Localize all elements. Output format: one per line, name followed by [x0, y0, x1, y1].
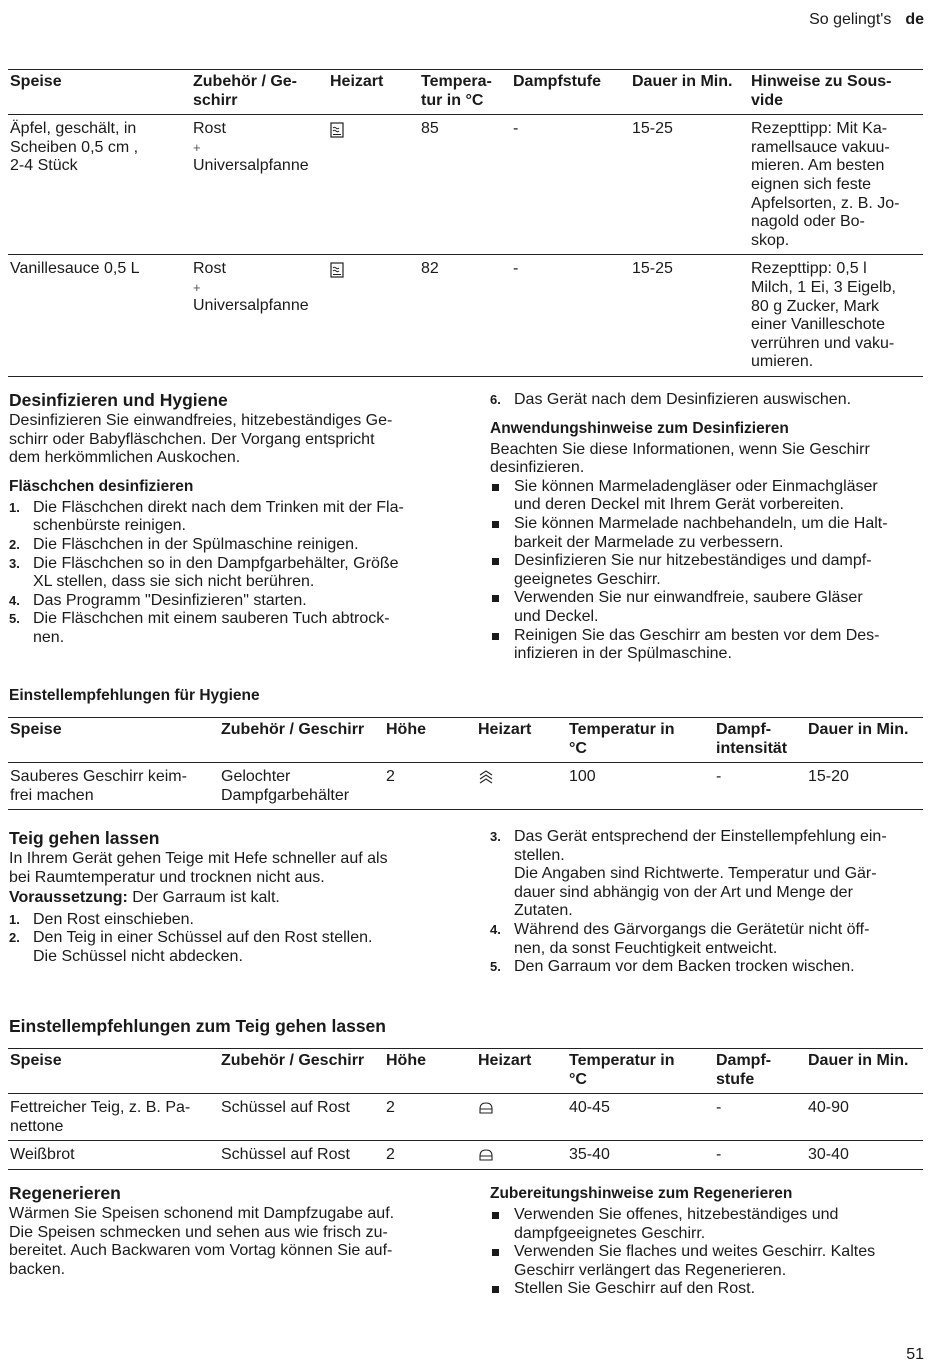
table-header-row: [8, 1049, 923, 1094]
section-intro: Wärmen Sie Speisen schonend mit Dampfzugabe auf. Die Speisen schmecken und sehen aus wie frisch zu- bereitet. Auch Backwaren vom Vortag können Sie auf- backen.: [9, 1205, 395, 1278]
col-dauer: Dauer in Min.: [808, 721, 909, 738]
col-heizart: Heizart: [478, 1052, 532, 1069]
cell-dampf: -: [716, 1146, 722, 1164]
cell-dauer: 40-90: [808, 1099, 849, 1117]
list-item: Reinigen Sie das Geschirr am besten vor dem Des- infizieren in der Spülmaschine.: [490, 627, 925, 664]
cell-heizart: [328, 115, 419, 255]
list-item: 6. Das Gerät nach dem Desinfizieren auswischen.: [490, 391, 852, 408]
steam-icon: [478, 770, 494, 784]
list-item: Verwenden Sie offenes, hitzebeständiges und dampfgeeignetes Geschirr.: [490, 1206, 925, 1243]
col-dampf: Dampf- stufe: [716, 1052, 772, 1088]
list-item: Verwenden Sie nur einwandfreie, saubere Gläser und Deckel.: [490, 589, 925, 626]
list-item: 4. Das Programm "Desinfizieren" starten.: [9, 591, 307, 609]
cell-temp: 85: [421, 120, 439, 138]
cell-hoehe: 2: [386, 1099, 395, 1117]
dough-proving-icon: [478, 1148, 494, 1162]
list-item: 5. Die Fläschchen mit einem sauberen Tuch abtrock- nen.: [9, 610, 390, 646]
cell-dampf: -: [716, 1099, 722, 1117]
list-item: 1. Die Fläschchen direkt nach dem Trinken mit der Fla- schenbürste reinigen.: [9, 498, 404, 535]
zubehoer-rost: Rost: [193, 260, 226, 278]
teig-section: [9, 828, 449, 967]
list-item: Sie können Marmeladengläser oder Einmachgläser und deren Deckel mit Ihrem Gerät vorbereiten.: [490, 478, 925, 515]
regenerieren-section: [9, 1183, 449, 1279]
cell-zubehoer: Gelochter Dampfgarbehälter: [221, 768, 350, 804]
teig-table: [8, 1048, 923, 1170]
cell-temp: 35-40: [569, 1146, 610, 1164]
sous-vide-icon: [330, 122, 344, 138]
voraussetzung: [9, 889, 449, 908]
table-row: [8, 255, 923, 377]
col-speise: Speise: [10, 721, 62, 738]
cell-heizart: [328, 255, 419, 377]
zubehoer-pfanne: Universalpfanne: [193, 296, 309, 314]
desinfizieren-section: [9, 390, 449, 648]
list-item: 4. Während des Gärvorgangs die Gerätetür nicht öff- nen, da sonst Feuchtigkeit entweicht.: [490, 920, 870, 957]
col-hoehe: Höhe: [386, 1052, 426, 1069]
table-title: Einstellempfehlungen zum Teig gehen lassen: [9, 1016, 386, 1036]
hinweise-intro: Beachten Sie diese Informationen, wenn Sie Geschirr desinfizieren.: [490, 440, 870, 477]
cell-temp: 40-45: [569, 1099, 610, 1117]
list-item: 3. Die Fläschchen so in den Dampfgarbehälter, Größe XL stellen, dass sie sich nicht berühren.: [9, 554, 399, 591]
desinfizieren-right: [490, 391, 925, 664]
table-row: [8, 763, 923, 810]
list-item: 5. Den Garraum vor dem Backen trocken wischen.: [490, 958, 855, 976]
page-number: 51: [906, 1346, 924, 1364]
cell-heizart: [476, 763, 567, 810]
table-header-row: [8, 70, 923, 115]
col-dauer: Dauer in Min.: [632, 73, 733, 90]
cell-dampf: -: [513, 120, 519, 138]
col-zubehoer: Zubehör / Ge- schirr: [193, 73, 297, 109]
page-header: [809, 11, 924, 30]
table-title: Einstellempfehlungen für Hygiene: [9, 687, 260, 704]
col-temperatur: Temperatur in °C: [569, 1052, 675, 1088]
voraussetzung-label: Voraussetzung:: [9, 889, 128, 907]
col-speise: Speise: [10, 73, 62, 90]
zubehoer-rost: Rost: [193, 120, 226, 138]
cell-hinweise: Rezepttipp: Mit Ka- ramellsauce vakuu- mieren. Am besten eignen sich feste Apfelsorten, z. B. Jo- nagold oder Bo- skop.: [751, 120, 900, 249]
steps-list: [490, 828, 925, 977]
hinweise-list: [490, 478, 925, 664]
col-heizart: Heizart: [478, 721, 532, 738]
col-heizart: Heizart: [330, 73, 384, 90]
list-item: 1. Den Rost einschieben.: [9, 910, 194, 928]
table-row: [8, 115, 923, 255]
col-temperatur: Temperatur in °C: [569, 721, 675, 757]
cell-dauer: 15-20: [808, 768, 849, 786]
cell-speise: Weißbrot: [10, 1146, 75, 1164]
steps-list: [9, 911, 449, 967]
sous-vide-icon: [330, 262, 344, 278]
voraussetzung-text: Der Garraum ist kalt.: [127, 889, 280, 907]
cell-zubehoer: Schüssel auf Rost: [221, 1146, 350, 1164]
cell-temp: 100: [569, 768, 596, 786]
col-dampf: Dampf- intensität: [716, 721, 788, 757]
col-zubehoer: Zubehör / Geschirr: [221, 1052, 365, 1069]
hinweise-list: [490, 1206, 925, 1299]
cell-speise: Sauberes Geschirr keim- frei machen: [10, 768, 187, 804]
col-hinweise: Hinweise zu Sous- vide: [751, 73, 892, 109]
cell-heizart: [476, 1141, 567, 1170]
teig-right: [490, 828, 925, 977]
col-hoehe: Höhe: [386, 721, 426, 738]
subsection-title: Zubereitungshinweise zum Regenerieren: [490, 1185, 793, 1202]
cell-hoehe: 2: [386, 1146, 395, 1164]
header-section: So gelingt's: [809, 11, 892, 28]
list-item: Desinfizieren Sie nur hitzebeständiges und dampf- geeignetes Geschirr.: [490, 552, 925, 589]
cell-dauer: 30-40: [808, 1146, 849, 1164]
plus-sign: +: [193, 279, 201, 295]
subsection-title: Fläschchen desinfizieren: [9, 477, 194, 495]
list-item: Sie können Marmelade nachbehandeln, um die Halt- barkeit der Marmelade zu verbessern.: [490, 515, 925, 552]
cell-hoehe: 2: [386, 768, 395, 786]
col-speise: Speise: [10, 1052, 62, 1069]
table-row: [8, 1141, 923, 1170]
section-intro: Desinfizieren Sie einwandfreies, hitzebeständiges Ge- schirr oder Babyfläschchen. Der Vorgang entspricht dem herkömmlichen Auskochen.: [9, 412, 393, 467]
cell-dampf: -: [716, 768, 722, 786]
section-title: Regenerieren: [9, 1183, 121, 1203]
plus-sign: +: [193, 139, 201, 155]
subsection-title: Anwendungshinweise zum Desinfizieren: [490, 419, 789, 437]
cell-dauer: 15-25: [632, 260, 673, 278]
cell-dampf: -: [513, 260, 519, 278]
col-zubehoer: Zubehör / Geschirr: [221, 721, 365, 738]
cell-temp: 82: [421, 260, 439, 278]
cell-speise: Fettreicher Teig, z. B. Pa- nettone: [10, 1099, 191, 1135]
cell-speise: Äpfel, geschält, in Scheiben 0,5 cm , 2-4 Stück: [10, 120, 139, 175]
col-dampfstufe: Dampfstufe: [513, 73, 602, 90]
zubehoer-pfanne: Universalpfanne: [193, 156, 309, 174]
cell-zubehoer: [191, 115, 328, 255]
dough-proving-icon: [478, 1101, 494, 1115]
table-row: [8, 1094, 923, 1141]
list-item: Verwenden Sie flaches und weites Geschirr. Kaltes Geschirr verlängert das Regenerieren.: [490, 1243, 925, 1280]
cell-dauer: 15-25: [632, 120, 673, 138]
list-item: Stellen Sie Geschirr auf den Rost.: [490, 1280, 925, 1299]
header-lang: de: [905, 11, 924, 28]
section-title: Desinfizieren und Hygiene: [9, 390, 228, 410]
cell-heizart: [476, 1094, 567, 1141]
section-title: Teig gehen lassen: [9, 828, 160, 848]
col-dauer: Dauer in Min.: [808, 1052, 909, 1069]
list-item: 3. Das Gerät entsprechend der Einstellempfehlung ein- stellen. Die Angaben sind Richtwerte. Temperatur und Gär- dauer sind abhängig von der Art und Menge der Zutaten.: [490, 828, 887, 920]
sousvide-table: [8, 69, 923, 377]
regenerieren-right: [490, 1184, 925, 1299]
steps-list: [9, 499, 449, 648]
cell-hinweise: Rezepttipp: 0,5 l Milch, 1 Ei, 3 Eigelb, 80 g Zucker, Mark einer Vanilleschote verrühren und vaku- umieren.: [751, 260, 896, 371]
hygiene-table: [8, 717, 923, 810]
cell-zubehoer: [191, 255, 328, 377]
cell-speise: Vanillesauce 0,5 L: [10, 260, 140, 278]
steps-list: [490, 391, 925, 410]
list-item: 2. Die Fläschchen in der Spülmaschine reinigen.: [9, 535, 359, 553]
cell-zubehoer: Schüssel auf Rost: [221, 1099, 350, 1117]
section-intro: In Ihrem Gerät gehen Teige mit Hefe schneller auf als bei Raumtemperatur und trocknen nicht aus.: [9, 850, 388, 886]
col-temperatur: Tempera- tur in °C: [421, 73, 492, 109]
list-item: 2. Den Teig in einer Schüssel auf den Rost stellen. Die Schüssel nicht abdecken.: [9, 929, 373, 965]
table-header-row: [8, 718, 923, 763]
